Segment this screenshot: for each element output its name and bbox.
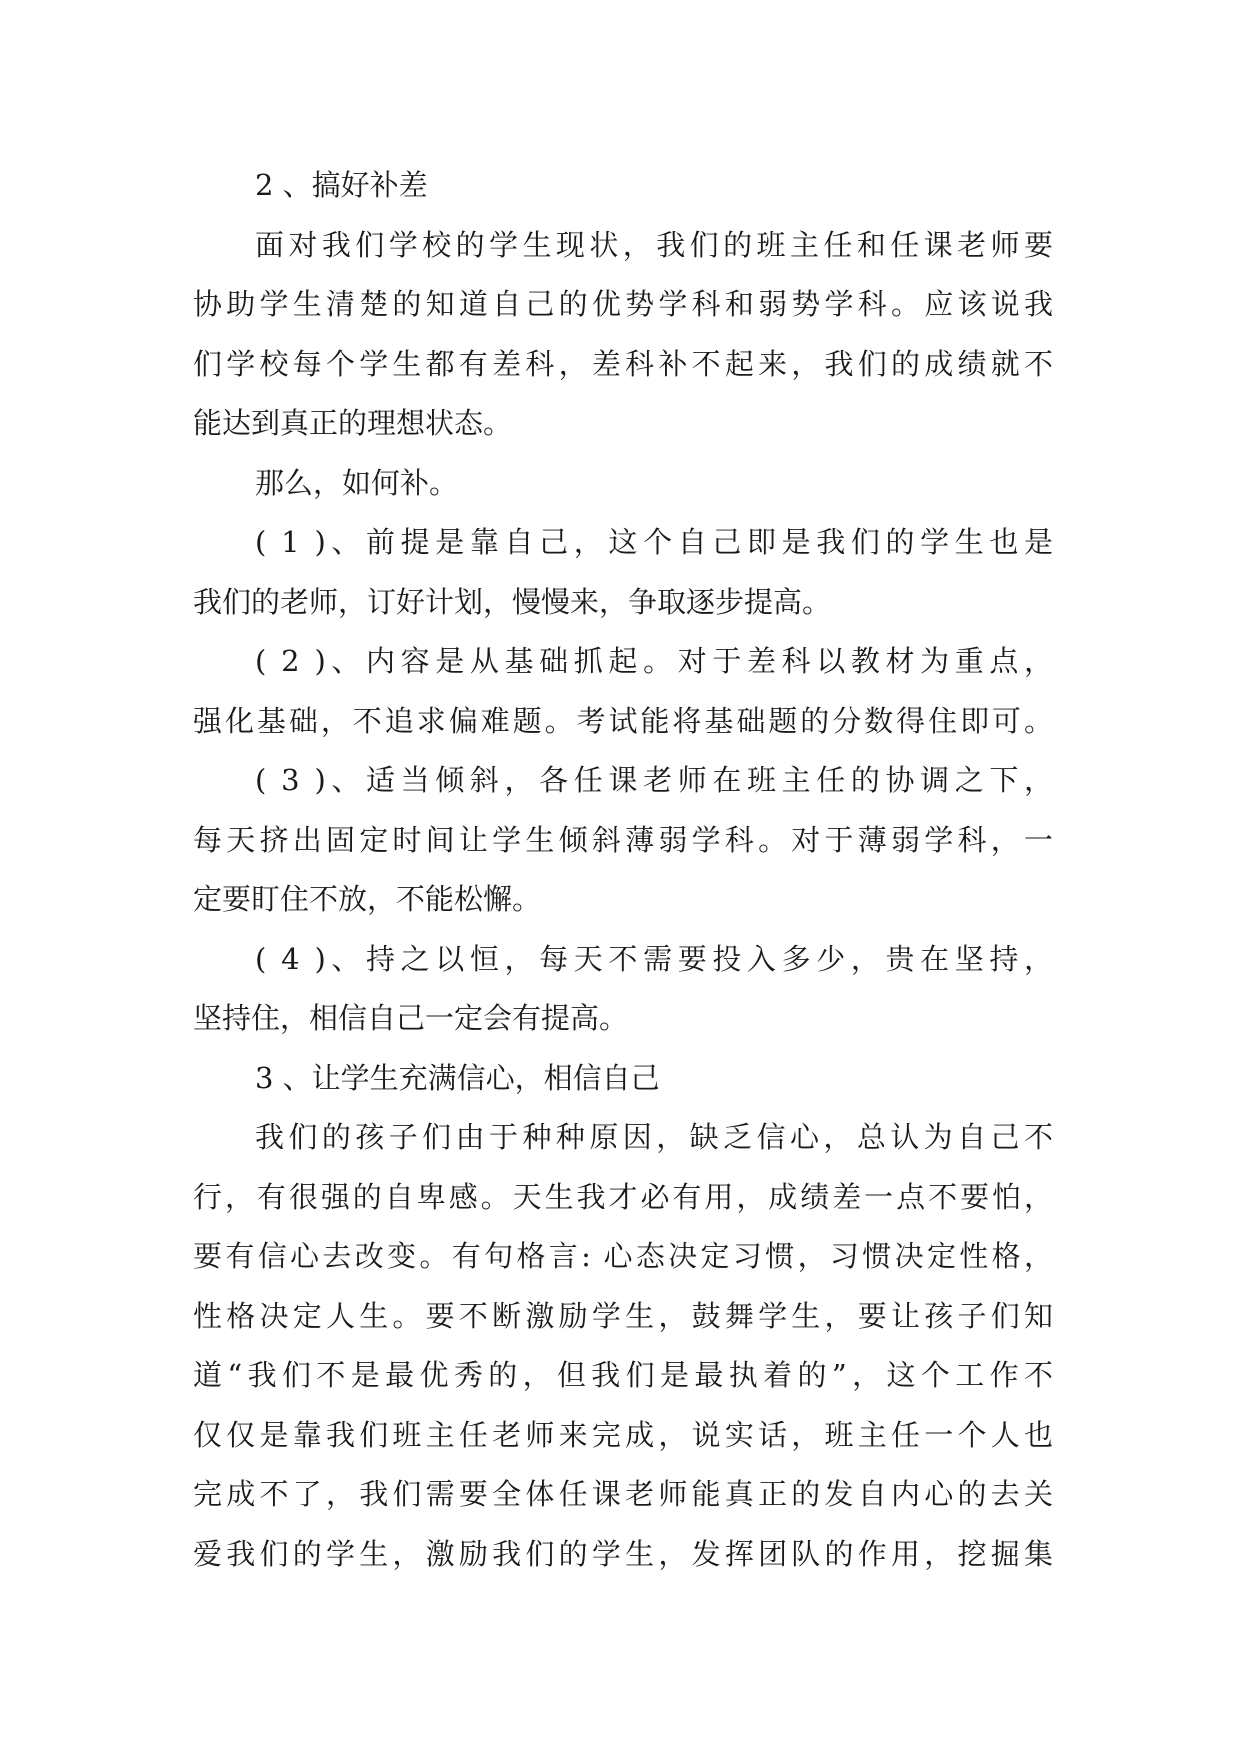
paragraph-line: 每天挤出固定时间让学生倾斜薄弱学科。对于薄弱学科，一 <box>193 822 1053 857</box>
paragraph-line: 协助学生清楚的知道自己的优势学科和弱势学科。应该说我 <box>193 287 1053 321</box>
list-item-1: ( 1 )、前提是靠自己，这个自己即是我们的学生也是 <box>255 525 1053 559</box>
paragraph-line: 能达到真正的理想状态。 <box>193 406 513 440</box>
section-heading-2: 2 、搞好补差 <box>255 168 428 202</box>
list-item-4: ( 4 )、持之以恒，每天不需要投入多少，贵在坚持， <box>255 941 1053 976</box>
paragraph-line: 行，有很强的自卑感。天生我才必有用，成绩差一点不要怕， <box>193 1179 1053 1214</box>
list-item-2: ( 2 )、内容是从基础抓起。对于差科以教材为重点， <box>255 644 1053 678</box>
paragraph-line: 性格决定人生。要不断激励学生，鼓舞学生，要让孩子们知 <box>193 1298 1053 1333</box>
paragraph-line: 道“我们不是最优秀的，但我们是最执着的”，这个工作不 <box>193 1358 1053 1392</box>
section-heading-3: 3 、让学生充满信心，相信自己 <box>255 1060 660 1095</box>
paragraph-line: 仅仅是靠我们班主任老师来完成，说实话，班主任一个人也 <box>193 1417 1053 1452</box>
list-item-3: ( 3 )、适当倾斜，各任课老师在班主任的协调之下， <box>255 763 1053 797</box>
paragraph-line: 爱我们的学生，激励我们的学生，发挥团队的作用，挖掘集 <box>193 1536 1053 1571</box>
paragraph-line: 坚持住，相信自己一定会有提高。 <box>193 1001 629 1035</box>
paragraph-line: 完成不了，我们需要全体任课老师能真正的发自内心的去关 <box>193 1477 1053 1511</box>
paragraph-line: 我们的孩子们由于种种原因，缺乏信心，总认为自己不 <box>255 1120 1053 1154</box>
paragraph-line: 那么，如何补。 <box>255 465 459 500</box>
paragraph-line: 强化基础，不追求偏难题。考试能将基础题的分数得住即可。 <box>193 703 1053 738</box>
paragraph-line: 我们的老师，订好计划，慢慢来，争取逐步提高。 <box>193 584 832 619</box>
document-body <box>193 156 1053 1584</box>
paragraph-line: 面对我们学校的学生现状，我们的班主任和任课老师要 <box>255 227 1053 262</box>
paragraph-line: 们学校每个学生都有差科，差科补不起来，我们的成绩就不 <box>193 346 1053 381</box>
paragraph-line: 要有信心去改变。有句格言: 心态决定习惯，习惯决定性格， <box>193 1239 1053 1273</box>
paragraph-line: 定要盯住不放，不能松懈。 <box>193 882 542 916</box>
